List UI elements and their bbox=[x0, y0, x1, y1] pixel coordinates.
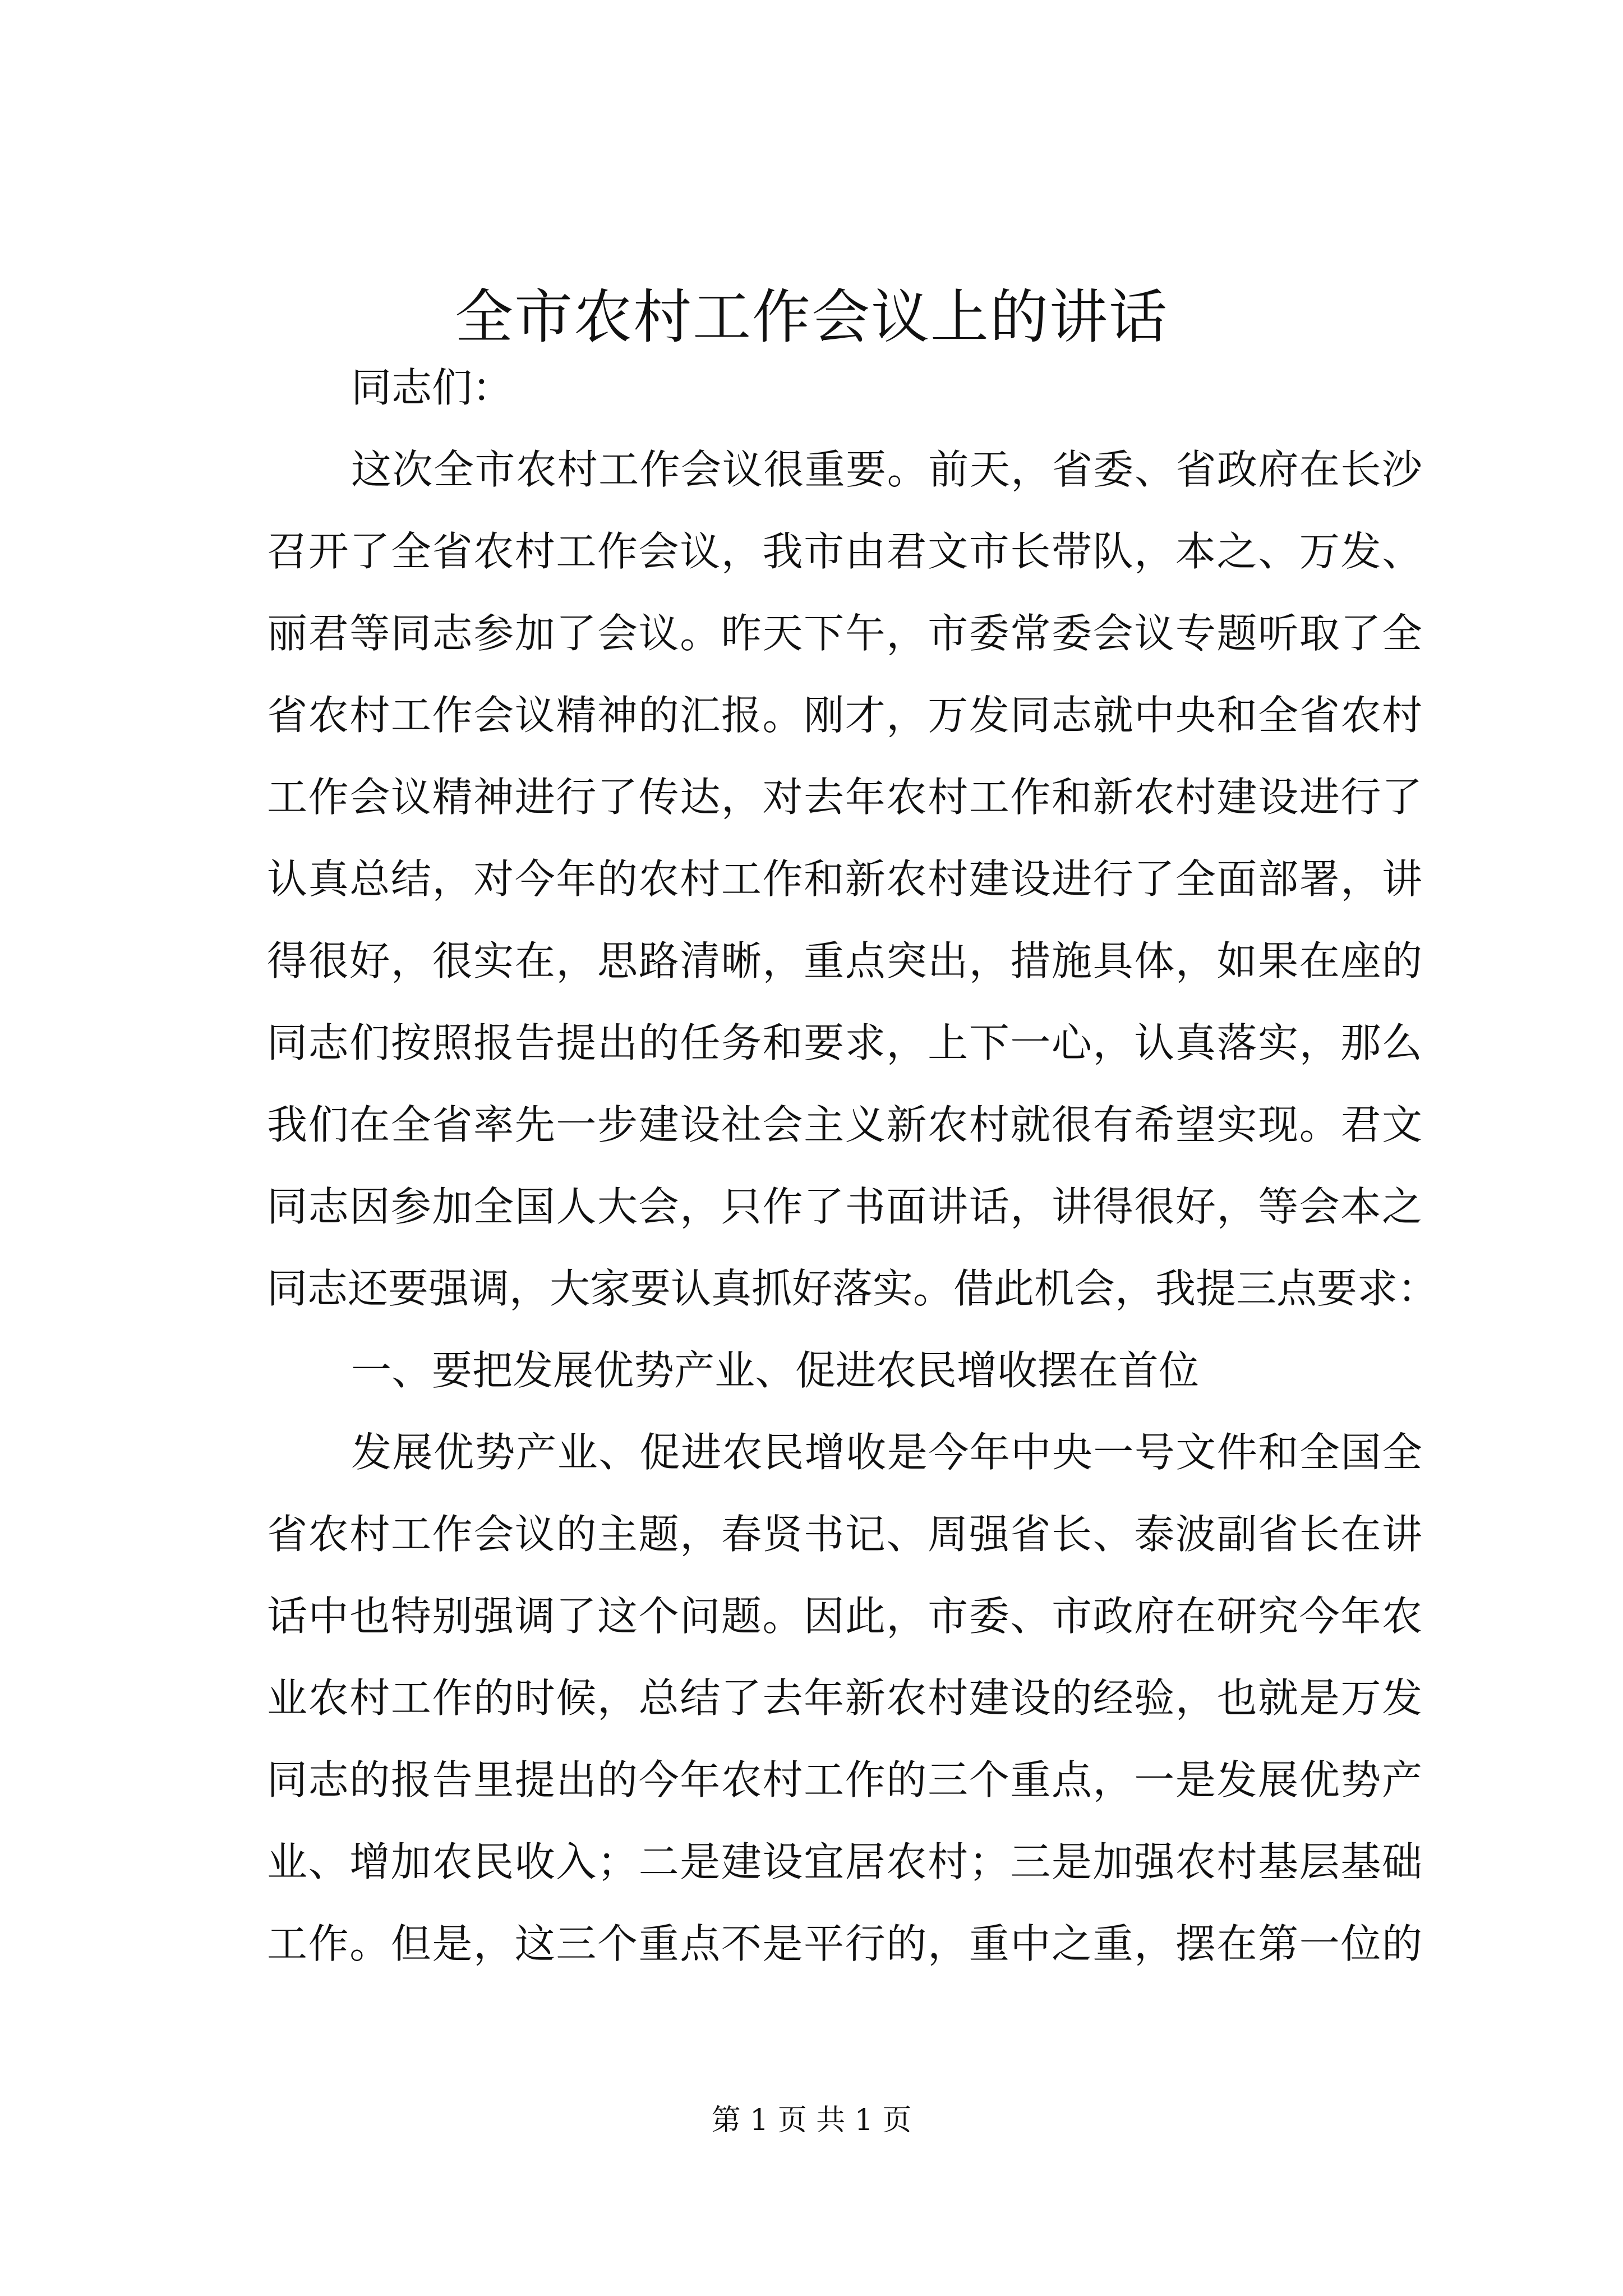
paragraph-line: 得很好，很实在，思路清晰，重点突出，措施具体，如果在座的 bbox=[267, 937, 1422, 984]
paragraph-line: 省农村工作会议精神的汇报。刚才，万发同志就中央和全省农村 bbox=[267, 692, 1422, 739]
paragraph-line: 工作。但是，这三个重点不是平行的，重中之重，摆在第一位的 bbox=[267, 1920, 1422, 1967]
paragraph-line: 同志们按照报告提出的任务和要求，上下一心，认真落实，那么 bbox=[267, 1019, 1422, 1066]
paragraph-line: 同志的报告里提出的今年农村工作的三个重点，一是发展优势产 bbox=[267, 1756, 1422, 1803]
paragraph-line: 发展优势产业、促进农民增收是今年中央一号文件和全国全 bbox=[351, 1429, 1422, 1476]
paragraph-line: 我们在全省率先一步建设社会主义新农村就很有希望实现。君文 bbox=[267, 1101, 1422, 1148]
paragraph-line: 业、增加农民收入；二是建设宜居农村；三是加强农村基层基础 bbox=[267, 1838, 1422, 1885]
paragraph-line: 同志还要强调，大家要认真抓好落实。借此机会，我提三点要求： bbox=[267, 1265, 1438, 1312]
paragraph-line: 这次全市农村工作会议很重要。前天，省委、省政府在长沙 bbox=[351, 446, 1422, 493]
paragraph-line: 省农村工作会议的主题，春贤书记、周强省长、泰波副省长在讲 bbox=[267, 1511, 1422, 1558]
paragraph-line: 工作会议精神进行了传达，对去年农村工作和新农村建设进行了 bbox=[267, 774, 1422, 821]
paragraph-line: 召开了全省农村工作会议，我市由君文市长带队，本之、万发、 bbox=[267, 528, 1422, 575]
section-heading: 一、要把发展优势产业、促进农民增收摆在首位 bbox=[351, 1347, 1200, 1394]
page-number-footer: 第 1 页 共 1 页 bbox=[711, 2104, 912, 2137]
paragraph-line: 认真总结，对今年的农村工作和新农村建设进行了全面部署，讲 bbox=[267, 855, 1422, 903]
paragraph-line: 丽君等同志参加了会议。昨天下午，市委常委会议专题听取了全 bbox=[267, 610, 1422, 657]
document-title: 全市农村工作会议上的讲话 bbox=[454, 283, 1168, 351]
salutation-line: 同志们： bbox=[351, 364, 513, 411]
document-body bbox=[267, 347, 1438, 1985]
paragraph-line: 话中也特别强调了这个问题。因此，市委、市政府在研究今年农 bbox=[267, 1593, 1422, 1640]
paragraph-line: 业农村工作的时候，总结了去年新农村建设的经验，也就是万发 bbox=[267, 1674, 1422, 1722]
paragraph-line: 同志因参加全国人大会，只作了书面讲话，讲得很好，等会本之 bbox=[267, 1183, 1422, 1230]
